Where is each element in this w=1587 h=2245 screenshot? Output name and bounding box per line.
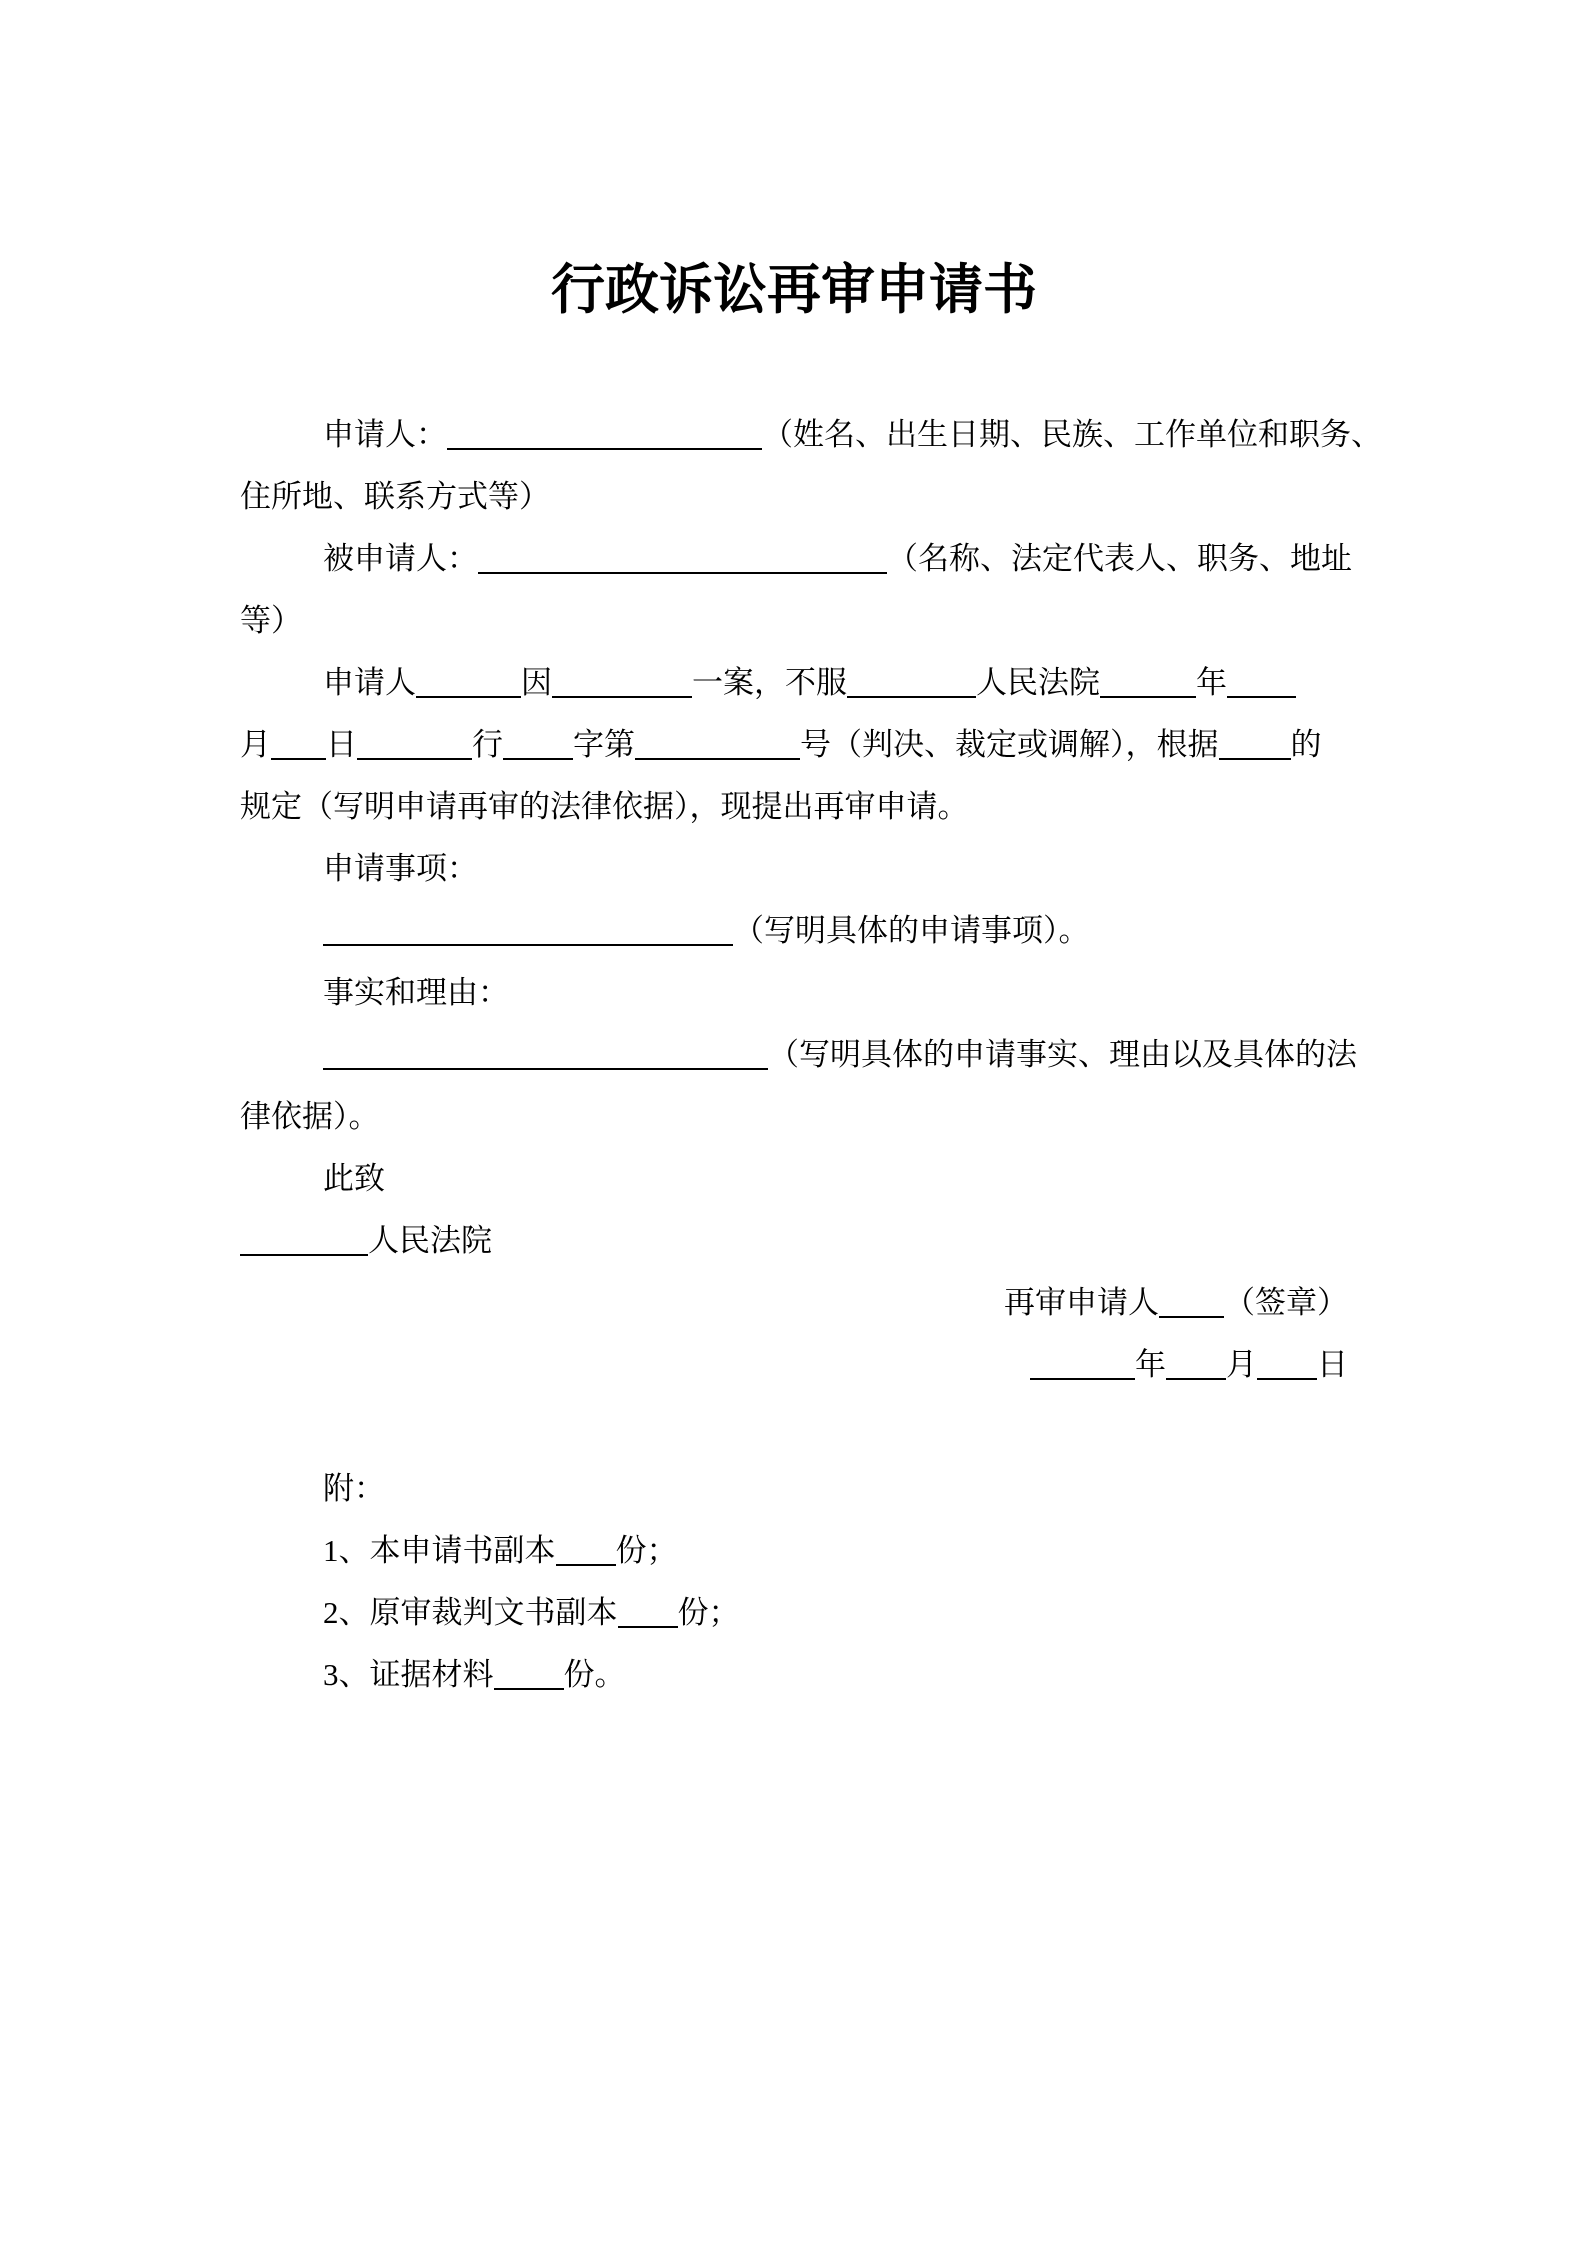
text-run: 申请人 xyxy=(323,665,416,700)
text-run: 2、原审裁判文书副本 xyxy=(323,1595,618,1630)
document-title: 行政诉讼再审申请书 xyxy=(551,260,1037,320)
document-line xyxy=(240,652,1348,714)
fill-in-blank xyxy=(323,1068,768,1070)
text-run: 3、证据材料 xyxy=(323,1657,494,1692)
empty-line xyxy=(240,1396,1348,1458)
text-run: 人民法院 xyxy=(976,665,1100,700)
document-line xyxy=(240,776,1348,838)
fill-in-blank xyxy=(416,696,521,698)
fill-in-blank xyxy=(494,1688,564,1690)
text-run: 再审申请人 xyxy=(1004,1285,1159,1320)
text-run: 行 xyxy=(472,727,503,762)
fill-in-blank xyxy=(847,696,976,698)
fill-in-blank xyxy=(618,1626,678,1628)
document-line xyxy=(240,1520,1348,1582)
document-line xyxy=(240,962,1348,1024)
document-line xyxy=(240,1334,1348,1396)
text-run: 月 xyxy=(1226,1347,1257,1382)
fill-in-blank xyxy=(1219,758,1291,760)
text-run: 字第 xyxy=(573,727,635,762)
fill-in-blank xyxy=(556,1564,616,1566)
document-line xyxy=(240,1086,1348,1148)
document-line xyxy=(240,590,1348,652)
document-line xyxy=(240,1148,1348,1210)
document-line xyxy=(240,900,1348,962)
fill-in-blank xyxy=(447,448,762,450)
text-run: 被申请人： xyxy=(323,541,478,576)
fill-in-blank xyxy=(271,758,326,760)
document-line xyxy=(240,466,1348,528)
fill-in-blank xyxy=(635,758,800,760)
fill-in-blank xyxy=(1100,696,1196,698)
document-line xyxy=(240,1210,1348,1272)
fill-in-blank xyxy=(323,944,733,946)
text-run: 此致 xyxy=(323,1161,385,1196)
text-run: 住所地、联系方式等） xyxy=(240,479,550,514)
text-run: 1、本申请书副本 xyxy=(323,1533,556,1568)
text-run: 申请事项： xyxy=(323,851,478,886)
text-run: 等） xyxy=(240,603,302,638)
document-line xyxy=(240,838,1348,900)
text-run: （签章） xyxy=(1224,1285,1348,1320)
text-run: 号（判决、裁定或调解），根据 xyxy=(800,727,1219,762)
fill-in-blank xyxy=(1159,1316,1224,1318)
fill-in-blank xyxy=(1030,1378,1135,1380)
text-run: （姓名、出生日期、民族、工作单位和职务、 xyxy=(762,417,1382,452)
document-line xyxy=(240,1582,1348,1644)
fill-in-blank xyxy=(240,1254,368,1256)
text-run: （写明具体的申请事项）。 xyxy=(733,913,1090,948)
fill-in-blank xyxy=(552,696,692,698)
text-run: 日 xyxy=(1317,1347,1348,1382)
text-run: 份； xyxy=(615,1533,678,1568)
text-run: （名称、法定代表人、职务、地址 xyxy=(887,541,1352,576)
document-line xyxy=(240,1644,1348,1706)
text-run: 月 xyxy=(240,727,271,762)
text-run: 人民法院 xyxy=(368,1223,492,1258)
fill-in-blank xyxy=(357,758,472,760)
text-run: 因 xyxy=(521,665,552,700)
text-run: 律依据）。 xyxy=(240,1099,380,1134)
text-run: 年 xyxy=(1135,1347,1166,1382)
text-run: 申请人： xyxy=(323,417,447,452)
text-run: 一案，不服 xyxy=(692,665,847,700)
document-line xyxy=(240,1024,1357,1086)
document-line xyxy=(240,404,1382,466)
text-run: 年 xyxy=(1196,665,1227,700)
text-run: 份； xyxy=(677,1595,740,1630)
document-line xyxy=(240,1458,1348,1520)
text-run: 日 xyxy=(326,727,357,762)
text-run: 份。 xyxy=(563,1657,626,1692)
text-run: 规定（写明申请再审的法律依据），现提出再审申请。 xyxy=(240,789,969,824)
text-run: 事实和理由： xyxy=(323,975,509,1010)
fill-in-blank xyxy=(503,758,573,760)
text-run: 的 xyxy=(1290,727,1322,762)
text-run: （写明具体的申请事实、理由以及具体的法 xyxy=(768,1037,1357,1072)
document-line xyxy=(240,1272,1348,1334)
fill-in-blank xyxy=(1166,1378,1226,1380)
fill-in-blank xyxy=(478,572,887,574)
document-line xyxy=(240,528,1352,590)
document-line xyxy=(240,714,1348,776)
fill-in-blank xyxy=(1257,1378,1317,1380)
text-run: 附： xyxy=(323,1471,385,1506)
fill-in-blank xyxy=(1227,696,1296,698)
document-body xyxy=(240,404,1382,1706)
